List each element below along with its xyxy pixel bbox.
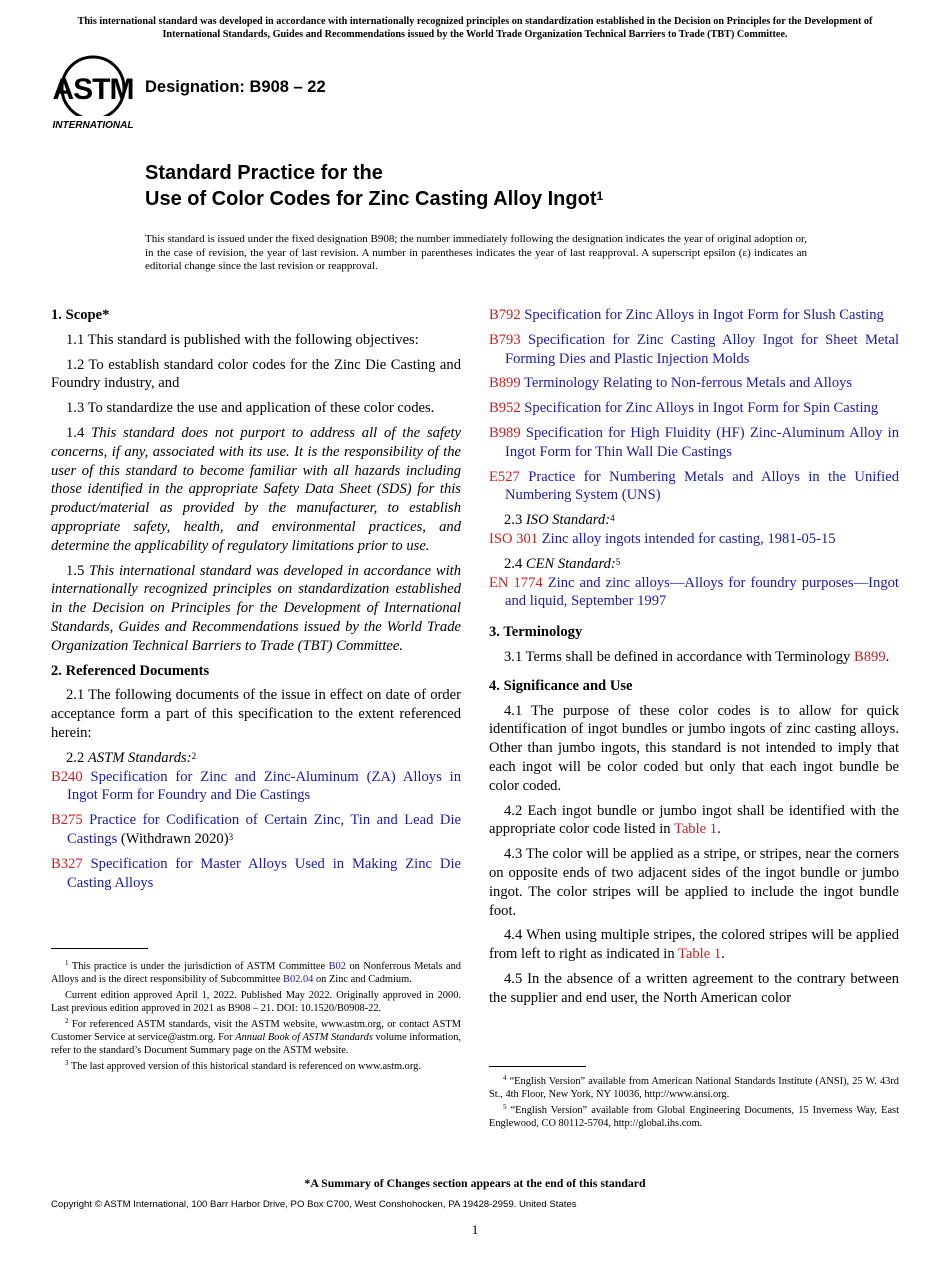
reference-b899[interactable] [489, 374, 899, 393]
footnote-divider-right [489, 1066, 586, 1067]
reference-b792[interactable] [489, 306, 899, 325]
footnote-1: $^1$ This practice is under the jurisdiction of ASTM Committee B02 on Nonferrous Metals and Alloys and is the direct responsibility of Subcommittee B02.04 on Zinc and Cadmium. [51, 959, 461, 985]
copyright: Copyright © ASTM International, 100 Barr Harbor Drive, PO Box C700, West Conshohocken, PA 19428-2959. United States [51, 1199, 577, 1210]
page-number: 1 [471, 1222, 479, 1237]
reference-code[interactable]: B952 [489, 400, 521, 417]
reference-code[interactable]: B792 [489, 307, 521, 323]
link-table-1[interactable]: Table 1 [678, 946, 722, 963]
paragraph-2-1: 2.1 The following documents of the issue in effect on date of order acceptance form a part of this specification to the extent referenced herein: [51, 687, 461, 741]
reference-code[interactable]: ISO 301 [489, 530, 539, 547]
reference-title-link[interactable]: Specification for High Fluidity (HF) Zinc-Aluminum Alloy in Ingot Form for Thin Wall Die Castings [505, 424, 899, 460]
cen-standard-label: 2.4 CEN Standard:$^5$ [504, 555, 621, 572]
reference-title-link[interactable]: Practice for Numbering Metals and Alloys in the Unified Numbering System (UNS) [505, 468, 899, 504]
reference-en-1774[interactable] [489, 574, 899, 612]
referenced-documents-heading: 2. Referenced Documents [51, 662, 210, 679]
link-table-1[interactable]: Table 1 [673, 821, 718, 838]
scope-heading: 1. Scope* [51, 307, 110, 323]
reference-title-link[interactable]: Terminology Relating to Non-ferrous Metals and Alloys [524, 375, 853, 392]
astm-standards-label: 2.2 ASTM Standards:$^2$ [66, 749, 197, 766]
title-footnote-mark[interactable]: 1 [596, 189, 604, 203]
reference-title-link[interactable]: Zinc and zinc alloys—Alloys for foundry purposes—Ingot and liquid, September 1997 [505, 574, 899, 610]
astm-reference-list-continued [489, 306, 899, 505]
reference-title-link[interactable]: Specification for Zinc and Zinc-Aluminum (ZA) Alloys in Ingot Form for Foundry and Die Castings [67, 768, 461, 804]
reference-title-link[interactable]: Specification for Zinc Alloys in Ingot Form for Slush Casting [524, 307, 884, 323]
reference-b327[interactable] [51, 855, 461, 893]
paragraph-1-1: 1.1 This standard is published with the following objectives: [66, 331, 419, 348]
paragraph-4-5: 4.5 In the absence of a written agreement to the contrary between the supplier and end user, the North American color [489, 970, 899, 1006]
paragraph-3-1: 3.1 Terms shall be defined in accordance with Terminology B899. [504, 648, 890, 665]
document-title [145, 160, 603, 212]
reference-title-link[interactable]: Specification for Zinc Alloys in Ingot Form for Spin Casting [524, 400, 879, 417]
designation: Designation: B908 – 22 [145, 78, 326, 96]
reference-code[interactable]: B275 [51, 812, 83, 829]
reference-e527[interactable] [489, 468, 899, 506]
paragraph-1-2: 1.2 To establish standard color codes for the Zinc Die Casting and Foundry industry, and [51, 356, 461, 392]
reference-b240[interactable] [51, 768, 461, 806]
paragraph-1-4: 1.4 This standard does not purport to address all of the safety concerns, if any, associated with its use. It is the responsibility of the user of this standard to become familiar with all hazards including those identified in the appropriate Safety Data Sheet (SDS) for this product/material as provided by the manufacturer, to establish appropriate safety, health, and environmental practices, and determine the applicability of regulatory limitations prior to use. [51, 424, 461, 554]
reference-code[interactable]: B793 [489, 331, 521, 348]
paragraph-4-2: 4.2 Each ingot bundle or jumbo ingot shall be identified with the appropriate color code listed in Table 1. [489, 802, 899, 838]
reference-title-link[interactable]: Specification for Master Alloys Used in Making Zinc Die Casting Alloys [67, 855, 461, 891]
footnote-mark[interactable]: 3 [228, 831, 234, 842]
reference-code[interactable]: B327 [51, 855, 83, 872]
reference-b989[interactable] [489, 424, 899, 462]
footnotes-right [489, 1075, 899, 1133]
paragraph-1-3: 1.3 To standardize the use and application of these color codes. [66, 400, 435, 417]
astm-reference-list [51, 768, 461, 893]
terminology-heading: 3. Terminology [489, 624, 583, 641]
reference-iso-301[interactable] [489, 530, 899, 549]
paragraph-4-3: 4.3 The color will be applied as a stripe, or stripes, near the corners on opposite ends of two adjacent sides of the ingot bundle or jumbo ingot. The color stripes will be applied to include the ingot bundle foot. [489, 846, 899, 919]
paragraph-4-1: 4.1 The purpose of these color codes is to allow for quick identification of ingot bundles or jumbo ingots of zinc casting alloys. Other than jumbo ingots, this standard is not intended to imply that each ingot will be color coded but only that each ingot bundle be color coded. [489, 702, 899, 794]
svg-text:ASTM: ASTM [52, 73, 134, 106]
footnote-divider-left [51, 948, 148, 949]
footnote-2: $^2$ For referenced ASTM standards, visit the ASTM website, www.astm.org, or contact ASTM Customer Service at service@astm.org. For Annual Book of ASTM Standards volume information, refer to the standard’s Document Summary page on the ASTM website. [51, 1017, 461, 1056]
reference-code[interactable]: B240 [51, 768, 83, 785]
significance-heading: 4. Significance and Use [489, 677, 633, 694]
title-line-2: Use of Color Codes for Zinc Casting Alloy Ingot$^1$ [145, 188, 604, 210]
link-b02[interactable]: B02 [328, 961, 346, 972]
left-column [51, 306, 461, 898]
issuance-statement: This standard is issued under the fixed designation B908; the number immediately following the designation indicates the year of original adoption or, in the case of revision, the year of last revision. A number in parentheses indicates the year of last reapproval. A superscript epsilon (ε) indicates an editorial change since the last revision or reapproval. [145, 233, 807, 272]
reference-b275[interactable] [51, 811, 461, 849]
paragraph-4-4: 4.4 When using multiple stripes, the colored stripes will be applied from left to right as indicated in Table 1. [489, 927, 899, 963]
international-standard-notice: This international standard was developed in accordance with internationally recognized principles on standardization established in the Decision on Principles for the Development of International Standards, Guides and Recommendations issued by the World Trade Organization Technical Barriers to Trade (TBT) Committee. [77, 16, 873, 40]
reference-status: (Withdrawn 2020) [117, 830, 229, 847]
right-column [489, 306, 899, 1014]
title-line-1: Standard Practice for the [145, 162, 383, 184]
footnotes-left [51, 960, 461, 1076]
footnote-4: $^4$ “English Version” available from American National Standards Institute (ANSI), 25 W. 43rd St., 4th Floor, New York, NY 10036, http://www.ansi.org. [489, 1074, 899, 1100]
reference-code[interactable]: EN 1774 [489, 574, 543, 591]
paragraph-1-5: 1.5 This international standard was developed in accordance with internationally recognized principles on standardization established in the Decision on Principles for the Development of International Standards, Guides and Recommendations issued by the World Trade Organization Technical Barriers to Trade (TBT) Committee. [51, 562, 462, 654]
reference-code[interactable]: B899 [489, 375, 521, 392]
svg-text:INTERNATIONAL: INTERNATIONAL [52, 120, 134, 131]
reference-code[interactable]: B989 [489, 424, 521, 441]
reference-title-link[interactable]: Specification for Zinc Casting Alloy Ingot for Sheet Metal Forming Dies and Plastic Injection Molds [505, 331, 899, 367]
edition-note: Current edition approved April 1, 2022. Published May 2022. Originally approved in 2000. Last previous edition approved in 2021 as B908 – 21. DOI: 10.1520/B0908-22. [51, 990, 461, 1014]
reference-title-link[interactable]: Zinc alloy ingots intended for casting, 1981-05-15 [541, 530, 836, 547]
reference-b952[interactable] [489, 399, 899, 418]
reference-b793[interactable] [489, 331, 899, 369]
link-b02-04[interactable]: B02.04 [283, 974, 314, 985]
summary-of-changes-note: *A Summary of Changes section appears at the end of this standard [304, 1176, 646, 1190]
reference-title-link[interactable]: Practice for Codification of Certain Zinc, Tin and Lead Die Castings [67, 812, 461, 847]
reference-code[interactable]: E527 [489, 468, 520, 485]
link-b899[interactable]: B899 [854, 648, 886, 665]
astm-logo-icon [52, 54, 134, 134]
footnote-5: $^5$ “English Version” available from Global Engineering Documents, 15 Inverness Way, East Englewood, CO 80112-5704, http://global.ihs.com. [489, 1103, 899, 1129]
footnote-3: $^3$ The last approved version of this historical standard is referenced on www.astm.org. [65, 1059, 421, 1072]
iso-standard-label: 2.3 ISO Standard:$^4$ [504, 512, 615, 529]
